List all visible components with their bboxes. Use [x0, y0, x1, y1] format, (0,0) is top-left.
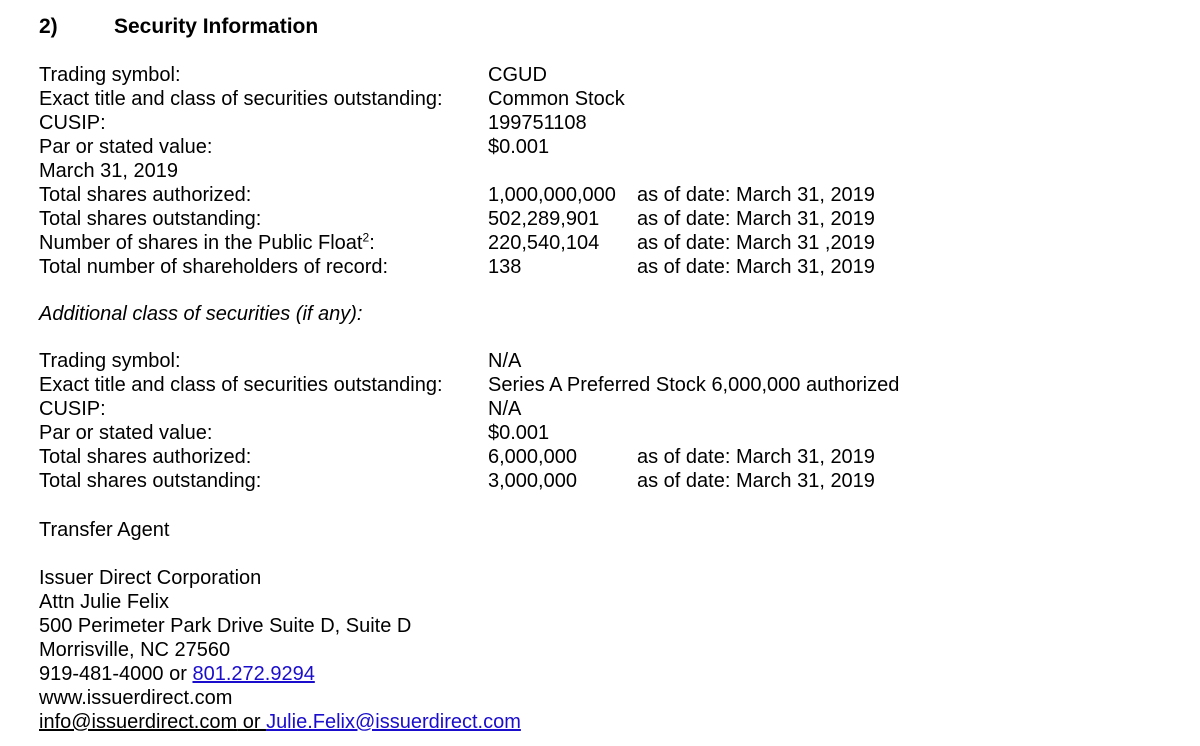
label: Trading symbol:	[39, 350, 181, 372]
as-of-date: as of date: March 31, 2019	[637, 470, 875, 492]
section-title: Security Information	[114, 15, 319, 38]
email-alt-link[interactable]: Julie.Felix@issuerdirect.com	[266, 711, 521, 733]
label: Par or stated value:	[39, 136, 213, 158]
value: $0.001	[488, 422, 550, 444]
label: Total shares outstanding:	[39, 208, 262, 230]
agent-attn: Attn Julie Felix	[39, 591, 170, 613]
email-main-link[interactable]: info@issuerdirect.com	[39, 711, 238, 733]
as-of-date: as of date: March 31, 2019	[637, 184, 875, 206]
phone-main: 919-481-4000	[39, 663, 164, 685]
label: CUSIP:	[39, 112, 106, 134]
section-number: 2)	[39, 15, 58, 38]
agent-address-line1: 500 Perimeter Park Drive Suite D, Suite D	[39, 615, 412, 637]
label: Total shares authorized:	[39, 446, 252, 468]
label: Par or stated value:	[39, 422, 213, 444]
transfer-agent-heading	[39, 518, 169, 542]
label: Number of shares in the Public Float	[39, 232, 363, 254]
as-of-date: as of date: March 31 ,2019	[637, 232, 875, 254]
label-suffix: :	[369, 232, 375, 254]
value: $0.001	[488, 136, 550, 158]
email-separator: or	[237, 711, 267, 733]
value: CGUD	[488, 64, 547, 86]
label: CUSIP:	[39, 398, 106, 420]
value: 1,000,000,000	[488, 184, 616, 206]
label-wrapper	[39, 231, 375, 255]
value: 199751108	[488, 112, 587, 134]
value: N/A	[488, 398, 522, 420]
value: 502,289,901	[488, 208, 600, 230]
agent-website: www.issuerdirect.com	[39, 687, 233, 709]
agent-phones	[39, 662, 521, 686]
as-of-date: as of date: March 31, 2019	[637, 446, 875, 468]
label: Exact title and class of securities outstanding:	[39, 88, 443, 110]
as-of-date: as of date: March 31, 2019	[637, 256, 875, 278]
phone-separator: or	[163, 663, 193, 685]
value: 138	[488, 256, 522, 278]
label: Total shares authorized:	[39, 184, 252, 206]
transfer-agent-heading-text: Transfer Agent	[39, 519, 170, 541]
value: 3,000,000	[488, 470, 577, 492]
value: 6,000,000	[488, 446, 577, 468]
value: N/A	[488, 350, 522, 372]
value: 220,540,104	[488, 232, 600, 254]
agent-address-line2: Morrisville, NC 27560	[39, 639, 231, 661]
label: Trading symbol:	[39, 64, 181, 86]
additional-heading-text: Additional class of securities (if any):	[39, 303, 363, 325]
label: Total shares outstanding:	[39, 470, 262, 492]
footnote-marker: 2	[362, 230, 370, 245]
value: Common Stock	[488, 88, 625, 110]
agent-emails	[39, 710, 521, 734]
label: March 31, 2019	[39, 160, 178, 182]
value: Series A Preferred Stock 6,000,000 authorized	[488, 374, 900, 396]
agent-name: Issuer Direct Corporation	[39, 567, 262, 589]
phone-alt-link[interactable]: 801.272.9294	[192, 663, 315, 685]
as-of-date: as of date: March 31, 2019	[637, 208, 875, 230]
additional-class-heading	[39, 302, 362, 326]
transfer-agent-details	[39, 566, 521, 734]
label: Exact title and class of securities outstanding:	[39, 374, 443, 396]
label: Total number of shareholders of record:	[39, 256, 389, 278]
